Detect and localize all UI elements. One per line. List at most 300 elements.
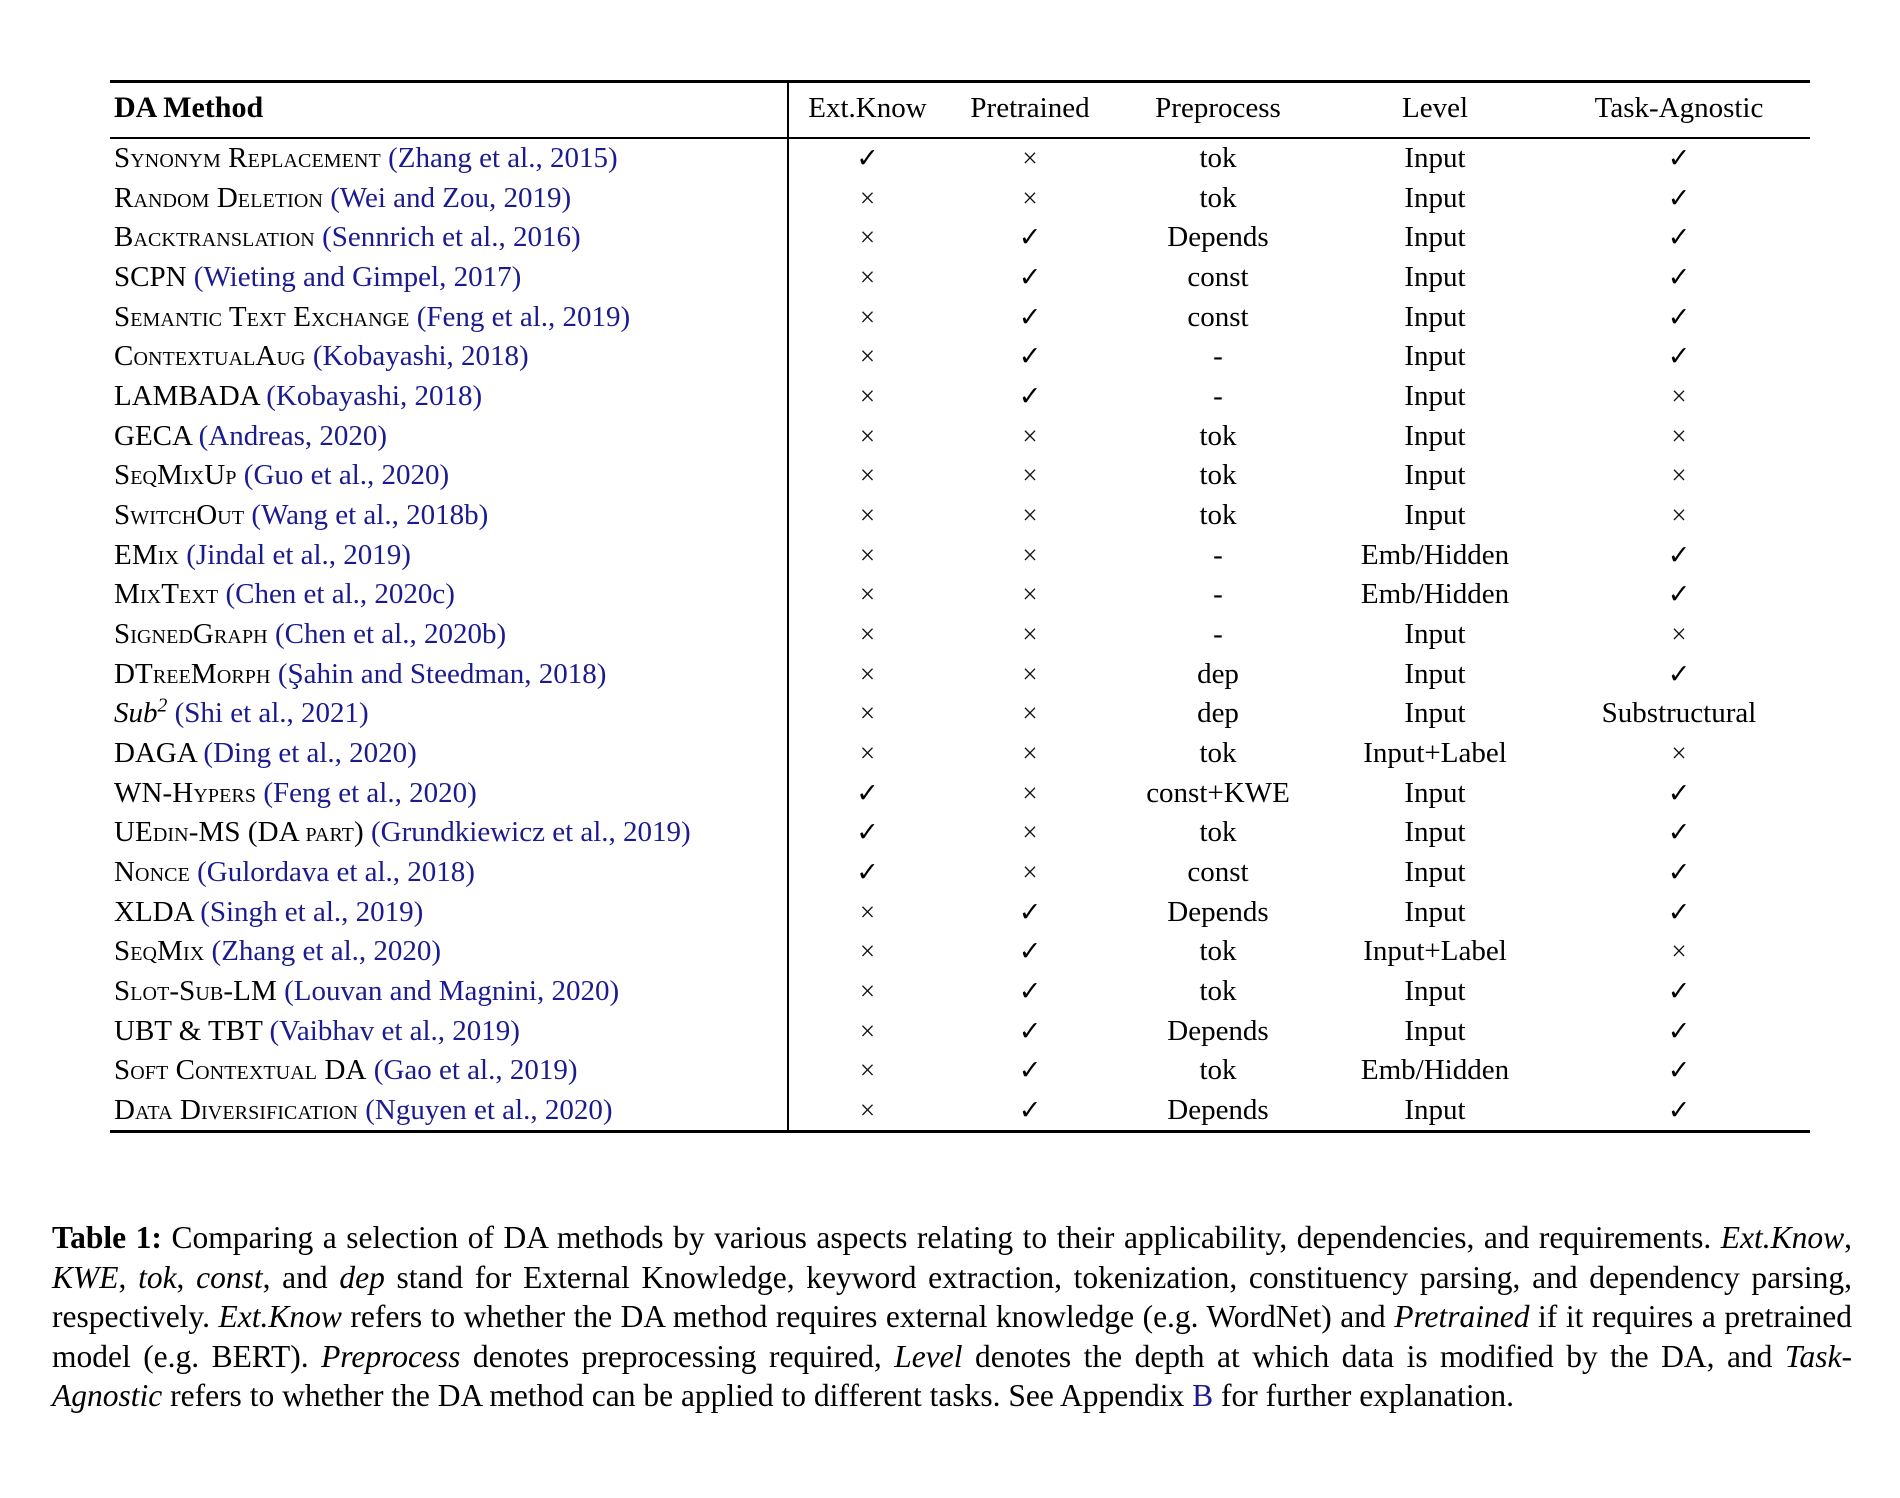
cell-level: Input+Label — [1363, 935, 1507, 968]
check-icon: ✓ — [1018, 381, 1042, 412]
cell-level: Input — [1404, 1014, 1466, 1047]
cell-ext-know — [788, 575, 946, 615]
cell-preprocess: tok — [1199, 181, 1237, 214]
cell-task-agnostic — [1548, 813, 1810, 853]
cell-level: Emb/Hidden — [1360, 538, 1510, 571]
table-row — [110, 218, 1810, 258]
cell-task-agnostic — [1548, 733, 1810, 773]
table-row — [110, 575, 1810, 615]
method-name: MixText — [114, 578, 219, 611]
cell-ext-know — [788, 932, 946, 972]
cross-icon: × — [1671, 618, 1687, 649]
check-icon: ✓ — [1667, 658, 1691, 689]
cell-method — [110, 932, 788, 972]
cross-icon: × — [859, 420, 876, 451]
cell-ext-know — [788, 614, 946, 654]
method-citation[interactable]: (Wieting and Gimpel, 2017) — [193, 261, 522, 294]
cell-preprocess: tok — [1199, 736, 1237, 769]
method-name: SCPN — [114, 261, 187, 294]
cell-pretrained — [946, 495, 1114, 535]
cell-ext-know — [788, 733, 946, 773]
check-icon: ✓ — [1667, 856, 1691, 887]
cell-task-agnostic — [1548, 257, 1810, 297]
method-citation[interactable]: (Grundkiewicz et al., 2019) — [371, 816, 691, 849]
cell-ext-know — [788, 1051, 946, 1091]
cell-ext-know — [788, 813, 946, 853]
cell-preprocess — [1114, 535, 1322, 575]
cross-icon: × — [1022, 460, 1038, 491]
check-icon: ✓ — [1667, 975, 1691, 1006]
table-row — [110, 1051, 1810, 1091]
cell-method — [110, 694, 788, 734]
method-name: Backtranslation — [114, 221, 315, 254]
cell-preprocess: tok — [1199, 816, 1237, 849]
table-row — [110, 416, 1810, 456]
cross-icon: × — [859, 222, 876, 253]
cell-ext-know — [788, 694, 946, 734]
cross-icon: × — [859, 1015, 876, 1046]
cell-level: Input — [1404, 419, 1466, 452]
cross-icon: × — [1671, 420, 1687, 451]
method-citation[interactable]: (Chen et al., 2020b) — [274, 617, 507, 650]
table-row — [110, 773, 1810, 813]
method-name: Soft Contextual DA — [114, 1054, 367, 1087]
cell-method — [110, 733, 788, 773]
table-row — [110, 337, 1810, 377]
cell-method — [110, 654, 788, 694]
cross-icon: × — [859, 1055, 876, 1086]
check-icon: ✓ — [1667, 301, 1691, 332]
method-citation[interactable]: (Guo et al., 2020) — [243, 459, 450, 492]
cell-method — [110, 773, 788, 813]
cell-task-agnostic — [1548, 773, 1810, 813]
table-row — [110, 733, 1810, 773]
check-icon: ✓ — [1018, 936, 1042, 967]
cell-level: Input — [1404, 657, 1466, 690]
check-icon: ✓ — [1667, 143, 1691, 174]
cell-pretrained — [946, 535, 1114, 575]
cross-icon: × — [1022, 579, 1038, 610]
method-name: ContextualAug — [114, 340, 306, 373]
cell-ext-know — [788, 337, 946, 377]
cell-method — [110, 456, 788, 496]
method-name: SignedGraph — [114, 617, 268, 650]
method-citation[interactable]: (Vaibhav et al., 2019) — [269, 1014, 520, 1047]
da-methods-table-container — [110, 80, 1810, 1133]
method-name: SeqMixUp — [114, 459, 237, 492]
cell-ext-know — [788, 376, 946, 416]
table-row — [110, 892, 1810, 932]
cross-icon: × — [859, 182, 876, 213]
cell-pretrained — [946, 694, 1114, 734]
method-citation[interactable]: (Zhang et al., 2020) — [211, 935, 442, 968]
table-row — [110, 456, 1810, 496]
method-name: SeqMix — [114, 935, 205, 968]
cell-task-agnostic — [1548, 218, 1810, 258]
check-icon: ✓ — [1667, 341, 1691, 372]
column-header-level: Level — [1322, 82, 1548, 138]
cell-level: Emb/Hidden — [1360, 578, 1510, 611]
cell-ext-know — [788, 416, 946, 456]
column-header-preprocess: Preprocess — [1114, 82, 1322, 138]
cross-icon: × — [1022, 817, 1038, 848]
cell-level: Input — [1404, 380, 1466, 413]
cell-preprocess: dep — [1197, 657, 1239, 690]
cross-icon: × — [1022, 420, 1038, 451]
method-citation[interactable]: (Kobayashi, 2018) — [312, 340, 529, 373]
cell-ext-know — [788, 773, 946, 813]
cell-pretrained — [946, 813, 1114, 853]
cell-preprocess: tok — [1199, 459, 1237, 492]
cell-preprocess — [1114, 575, 1322, 615]
cross-icon: × — [1022, 539, 1038, 570]
cell-preprocess: tok — [1199, 974, 1237, 1007]
cell-task-agnostic: Substructural — [1601, 697, 1757, 730]
method-citation[interactable]: (Ding et al., 2020) — [203, 736, 417, 769]
table-header — [110, 82, 1810, 138]
check-icon: ✓ — [1667, 1094, 1691, 1125]
check-icon: ✓ — [1667, 182, 1691, 213]
caption-term: KWE — [52, 1259, 119, 1295]
cross-icon: × — [1022, 777, 1038, 808]
cell-pretrained — [946, 218, 1114, 258]
check-icon: ✓ — [1667, 817, 1691, 848]
cell-method — [110, 813, 788, 853]
table-row — [110, 813, 1810, 853]
table-header-row — [110, 82, 1810, 138]
method-citation[interactable]: (Wang et al., 2018b) — [251, 499, 489, 531]
cell-task-agnostic — [1548, 138, 1810, 179]
cell-pretrained — [946, 257, 1114, 297]
cross-icon: × — [859, 262, 876, 293]
method-name: XLDA — [114, 895, 193, 928]
check-icon: ✓ — [1667, 777, 1691, 808]
cross-icon: × — [1022, 698, 1038, 729]
caption-term: tok — [138, 1259, 177, 1295]
cross-icon: × — [859, 500, 876, 530]
caption-term: Level — [894, 1338, 963, 1374]
check-icon: ✓ — [1018, 262, 1042, 293]
method-name: WN-Hypers — [114, 776, 257, 809]
cross-icon: × — [1022, 500, 1038, 530]
cell-preprocess: Depends — [1114, 1090, 1322, 1131]
cell-method — [110, 1051, 788, 1091]
method-citation[interactable]: (Feng et al., 2019) — [416, 300, 631, 333]
cell-ext-know — [788, 456, 946, 496]
cell-preprocess: const — [1187, 855, 1249, 888]
method-name: Data Diversification — [114, 1093, 358, 1126]
cell-ext-know — [788, 971, 946, 1011]
cell-task-agnostic — [1548, 178, 1810, 218]
cross-icon: × — [859, 381, 876, 412]
cell-level: Input — [1404, 617, 1466, 650]
cell-method — [110, 178, 788, 218]
method-name: Random Deletion — [114, 181, 324, 214]
cell-pretrained — [946, 971, 1114, 1011]
cell-task-agnostic — [1548, 535, 1810, 575]
dash-mark: - — [1213, 617, 1223, 650]
method-citation[interactable]: (Gao et al., 2019) — [373, 1054, 578, 1087]
cross-icon: × — [859, 975, 876, 1006]
cell-method — [110, 1090, 788, 1131]
cell-level: Input — [1404, 181, 1466, 214]
cell-preprocess: dep — [1197, 697, 1239, 730]
check-icon: ✓ — [1667, 262, 1691, 293]
cell-preprocess: tok — [1199, 1054, 1237, 1087]
cell-preprocess: tok — [1199, 935, 1237, 968]
method-name: DAGA — [114, 736, 197, 769]
cell-ext-know — [788, 1090, 946, 1131]
check-icon: ✓ — [1667, 1055, 1691, 1086]
cross-icon: × — [1022, 618, 1038, 649]
check-icon: ✓ — [1018, 301, 1042, 332]
appendix-link[interactable]: B — [1192, 1378, 1214, 1414]
table-body — [110, 138, 1810, 1132]
cell-task-agnostic — [1548, 1011, 1810, 1051]
cell-method — [110, 138, 788, 179]
column-header-pretrained: Pretrained — [946, 82, 1114, 138]
cross-icon: × — [1671, 381, 1687, 412]
caption-label: Table 1: — [52, 1220, 162, 1255]
cell-task-agnostic — [1548, 337, 1810, 377]
cell-preprocess — [1114, 614, 1322, 654]
cell-level: Input — [1404, 340, 1466, 373]
check-icon: ✓ — [856, 856, 879, 887]
cell-task-agnostic — [1548, 297, 1810, 337]
table-row — [110, 1090, 1810, 1131]
table-row — [110, 1011, 1810, 1051]
cell-pretrained — [946, 892, 1114, 932]
cell-method — [110, 257, 788, 297]
check-icon: ✓ — [1018, 975, 1042, 1006]
table-row — [110, 257, 1810, 297]
cell-pretrained — [946, 1011, 1114, 1051]
cross-icon: × — [859, 341, 876, 372]
cell-preprocess: const — [1187, 300, 1249, 333]
method-citation[interactable]: (Sennrich et al., 2016) — [322, 221, 581, 254]
cross-icon: × — [1022, 182, 1038, 213]
cell-pretrained — [946, 654, 1114, 694]
cell-level: Input — [1404, 459, 1466, 492]
cell-pretrained — [946, 733, 1114, 773]
cell-task-agnostic — [1548, 1051, 1810, 1091]
method-citation[interactable]: (Nguyen et al., 2020) — [365, 1093, 613, 1126]
caption-term: Ext.Know — [218, 1299, 342, 1335]
table-row — [110, 138, 1810, 179]
cell-level: Input — [1404, 776, 1466, 809]
check-icon: ✓ — [1667, 539, 1691, 570]
check-icon: ✓ — [1018, 1015, 1042, 1046]
cell-level: Input — [1404, 142, 1466, 175]
check-icon: ✓ — [856, 817, 879, 848]
check-icon: ✓ — [1018, 1094, 1042, 1125]
cross-icon: × — [1671, 460, 1687, 491]
method-name: Nonce — [114, 855, 190, 888]
cell-task-agnostic — [1548, 654, 1810, 694]
check-icon: ✓ — [1667, 579, 1691, 610]
cell-task-agnostic — [1548, 575, 1810, 615]
table-row — [110, 297, 1810, 337]
method-citation[interactable]: (Şahin and Steedman, 2018) — [277, 657, 607, 690]
cell-task-agnostic — [1548, 971, 1810, 1011]
cell-method — [110, 614, 788, 654]
cell-preprocess: tok — [1199, 499, 1237, 531]
caption-text: Comparing a selection of DA methods by various aspects relating to their applicability, dependencies, and requirements. Ext.Know, KWE, tok, const, and dep stand for External Knowledge, keyword extraction, tokenization, constituency parsing, and dependency parsing, respectively. Ext.Know refers to whether the DA method requires external knowledge (e.g. WordNet) and Pretrained if it requires a pretrained model (e.g. BERT). Preprocess denotes preprocessing required, Level denotes the depth at which data is modified by the DA, and Task-Agnostic refers to whether the DA method can be applied to different tasks. See Appendix B for further explanation. — [52, 1220, 1853, 1414]
cell-method — [110, 337, 788, 377]
cell-pretrained — [946, 575, 1114, 615]
method-citation[interactable]: (Singh et al., 2019) — [200, 895, 424, 928]
cross-icon: × — [859, 301, 876, 332]
cell-preprocess: const — [1187, 261, 1249, 294]
cross-icon: × — [1022, 856, 1038, 887]
check-icon: ✓ — [1667, 896, 1691, 927]
method-name: Sub$^2$ — [114, 694, 168, 730]
method-citation[interactable]: (Louvan and Magnini, 2020) — [284, 974, 620, 1007]
cross-icon: × — [859, 698, 876, 729]
method-name: DTreeMorph — [114, 657, 271, 690]
cross-icon: × — [859, 539, 876, 570]
check-icon: ✓ — [856, 777, 879, 808]
caption-term: Pretrained — [1394, 1299, 1530, 1335]
method-name: GECA — [114, 419, 192, 452]
cell-method — [110, 535, 788, 575]
cell-preprocess: tok — [1199, 419, 1237, 452]
cell-pretrained — [946, 138, 1114, 179]
caption-term: const — [196, 1259, 263, 1295]
cell-ext-know — [788, 218, 946, 258]
table-row — [110, 614, 1810, 654]
cell-preprocess: tok — [1199, 142, 1237, 175]
method-citation[interactable]: (Wei and Zou, 2019) — [330, 181, 572, 214]
check-icon: ✓ — [1667, 1015, 1691, 1046]
cell-preprocess: Depends — [1167, 895, 1269, 928]
cell-level: Input — [1404, 300, 1466, 333]
method-citation[interactable]: (Chen et al., 2020c) — [225, 578, 455, 611]
caption-term: Task-Agnostic — [52, 1338, 1852, 1414]
cell-task-agnostic — [1548, 892, 1810, 932]
method-citation[interactable]: (Kobayashi, 2018) — [266, 380, 483, 413]
cell-method — [110, 416, 788, 456]
cell-pretrained — [946, 376, 1114, 416]
cell-ext-know — [788, 892, 946, 932]
table-row — [110, 694, 1810, 734]
cell-pretrained — [946, 932, 1114, 972]
cross-icon: × — [859, 658, 876, 689]
cell-method — [110, 376, 788, 416]
cell-level: Input — [1404, 697, 1466, 730]
cross-icon: × — [859, 579, 876, 610]
cell-level: Input — [1404, 974, 1466, 1007]
cell-task-agnostic — [1548, 614, 1810, 654]
cell-method — [110, 971, 788, 1011]
method-citation[interactable]: (Feng et al., 2020) — [263, 776, 477, 809]
cell-method — [110, 218, 788, 258]
column-header-ext-know: Ext.Know — [788, 82, 946, 138]
cell-task-agnostic — [1548, 456, 1810, 496]
check-icon: ✓ — [1018, 222, 1042, 253]
table-row — [110, 376, 1810, 416]
cell-method — [110, 1011, 788, 1051]
method-name: UEdin-MS (DA part) — [114, 816, 364, 849]
cell-pretrained — [946, 1051, 1114, 1091]
cross-icon: × — [859, 936, 876, 967]
cross-icon: × — [1022, 737, 1038, 768]
cell-pretrained — [946, 297, 1114, 337]
cell-preprocess — [1114, 337, 1322, 377]
cell-level: Input+Label — [1363, 736, 1507, 769]
method-citation[interactable]: (Zhang et al., 2015) — [388, 142, 618, 175]
cross-icon: × — [859, 896, 876, 927]
cell-task-agnostic — [1548, 852, 1810, 892]
cell-pretrained — [946, 614, 1114, 654]
cell-ext-know — [788, 257, 946, 297]
cell-task-agnostic — [1548, 416, 1810, 456]
cell-level: Input — [1404, 261, 1466, 294]
column-header-task-agnostic: Task-Agnostic — [1548, 82, 1810, 138]
cell-pretrained — [946, 178, 1114, 218]
cell-ext-know — [788, 1011, 946, 1051]
cell-level: Input — [1404, 221, 1466, 254]
table-row — [110, 654, 1810, 694]
cross-icon: × — [1671, 737, 1687, 768]
table-row — [110, 971, 1810, 1011]
cell-ext-know — [788, 852, 946, 892]
cell-pretrained — [946, 416, 1114, 456]
table-row — [110, 495, 1810, 535]
cell-level: Input — [1404, 499, 1466, 531]
method-name: SwitchOut — [114, 499, 245, 531]
cell-level: Emb/Hidden — [1360, 1054, 1510, 1087]
method-citation[interactable]: (Andreas, 2020) — [198, 419, 388, 452]
cell-pretrained — [946, 773, 1114, 813]
caption-term: Ext.Know — [1720, 1220, 1845, 1255]
method-citation[interactable]: (Jindal et al., 2019) — [186, 538, 411, 571]
cell-preprocess: const+KWE — [1146, 776, 1290, 809]
dash-mark: - — [1213, 538, 1223, 571]
cell-ext-know — [788, 535, 946, 575]
column-header-method: DA Method — [110, 82, 788, 138]
cell-pretrained — [946, 337, 1114, 377]
check-icon: ✓ — [1018, 1055, 1042, 1086]
cell-preprocess: Depends — [1167, 1014, 1269, 1047]
method-citation[interactable]: (Shi et al., 2021) — [174, 697, 369, 730]
table-row — [110, 535, 1810, 575]
cell-method — [110, 297, 788, 337]
caption-term: dep — [339, 1259, 385, 1295]
dash-mark: - — [1213, 340, 1223, 373]
check-icon: ✓ — [856, 143, 879, 174]
cross-icon: × — [1671, 936, 1687, 967]
method-citation[interactable]: (Gulordava et al., 2018) — [197, 855, 475, 888]
cell-ext-know — [788, 654, 946, 694]
cell-ext-know — [788, 495, 946, 535]
method-name: LAMBADA — [114, 380, 260, 413]
cell-pretrained — [946, 852, 1114, 892]
cell-level: Input — [1404, 855, 1466, 888]
table-row — [110, 932, 1810, 972]
table-caption — [52, 1218, 1852, 1416]
cross-icon: × — [859, 1094, 876, 1125]
cell-preprocess — [1114, 376, 1322, 416]
cell-method — [110, 892, 788, 932]
table-row — [110, 852, 1810, 892]
cross-icon: × — [1671, 500, 1687, 530]
dash-mark: - — [1213, 578, 1223, 611]
cross-icon: × — [1022, 143, 1038, 174]
da-methods-table — [110, 80, 1810, 1133]
method-name: Semantic Text Exchange — [114, 300, 410, 333]
cell-method — [110, 852, 788, 892]
